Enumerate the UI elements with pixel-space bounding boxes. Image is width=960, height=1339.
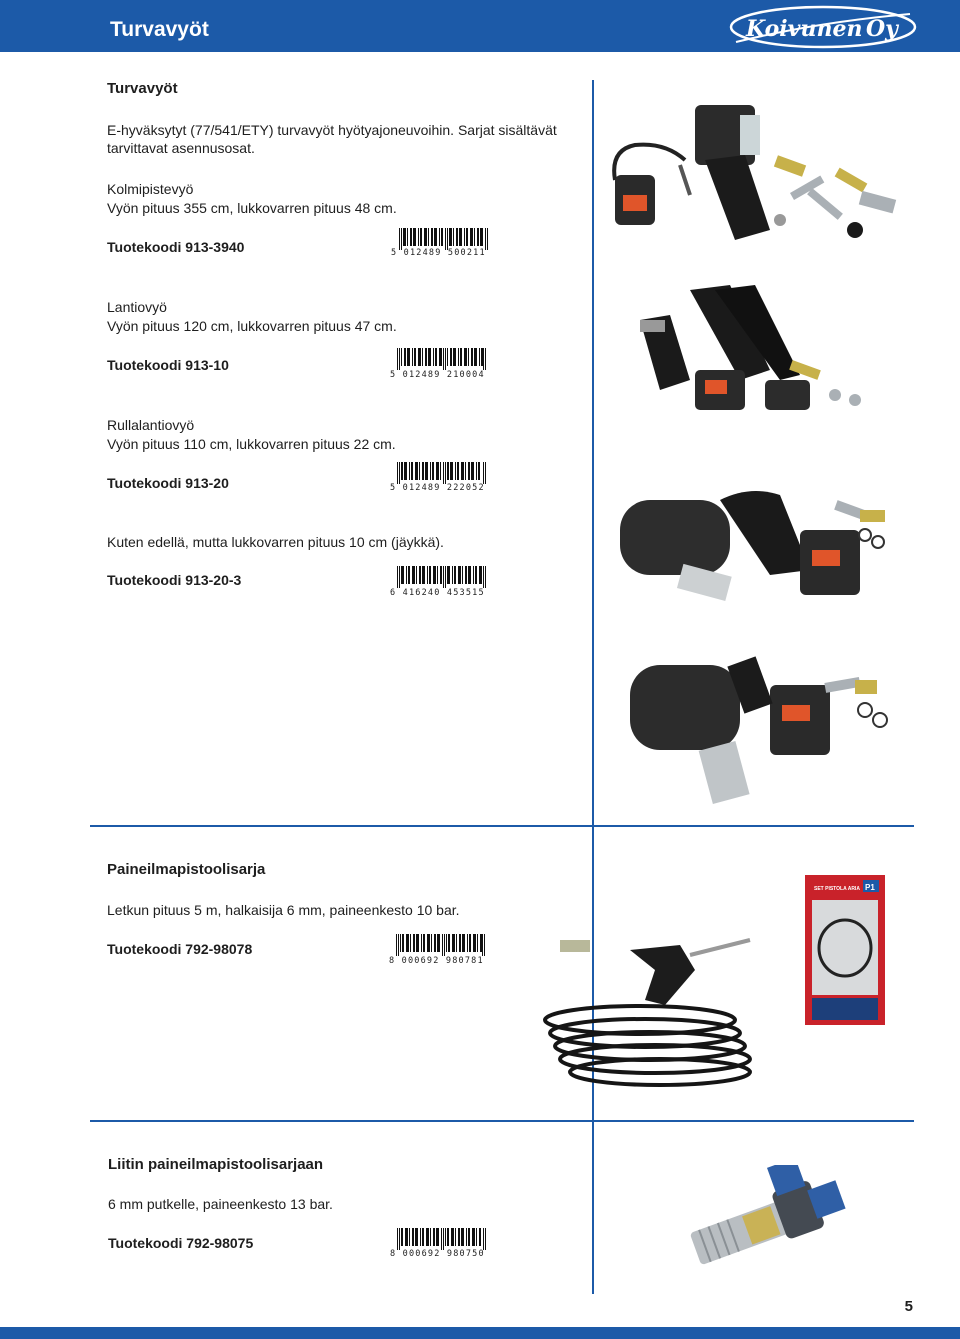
ean-left-digits: 012489	[403, 248, 442, 258]
barcode	[399, 228, 489, 250]
footer-bar	[0, 1327, 960, 1339]
ean-first-digit: 8	[389, 956, 396, 966]
connector-photo	[685, 1165, 855, 1270]
product-desc: Vyön pituus 110 cm, lukkovarren pituus 22 cm.	[107, 436, 396, 452]
ean-first-digit: 6	[390, 588, 397, 598]
product-code: Tuotekoodi 913-20-3	[107, 572, 242, 588]
product-desc: Vyön pituus 355 cm, lukkovarren pituus 48 cm.	[107, 200, 397, 216]
ean-left-digits: 012489	[402, 483, 441, 493]
product-desc: Kuten edellä, mutta lukkovarren pituus 10 cm (jäykkä).	[107, 534, 444, 550]
barcode-digits	[391, 248, 486, 258]
barcode-digits	[390, 370, 485, 380]
header-bar	[0, 0, 960, 52]
ean-left-digits: 000692	[402, 1249, 441, 1259]
ean-first-digit: 5	[390, 483, 397, 493]
ean-first-digit: 5	[391, 248, 398, 258]
ean-left-digits: 416240	[402, 588, 441, 598]
ean-right-digits: 980750	[446, 1249, 485, 1259]
product-name: Kolmipistevyö	[107, 181, 194, 197]
barcode-digits	[389, 956, 484, 966]
airgun-desc: Letkun pituus 5 m, halkaisija 6 mm, paineenkesto 10 bar.	[107, 902, 460, 918]
barcode-digits	[390, 483, 485, 493]
ean-right-digits: 980781	[445, 956, 484, 966]
ean-right-digits: 210004	[446, 370, 485, 380]
svg-text:Koivunen: Koivunen	[746, 16, 863, 42]
intro-text-line2: tarvittavat asennusosat.	[107, 140, 255, 156]
product-code: Tuotekoodi 913-3940	[107, 239, 245, 255]
product-name: Rullalantiovyö	[107, 417, 195, 433]
retractable-belt-photo	[620, 480, 890, 610]
ean-right-digits: 500211	[447, 248, 486, 258]
air-gun-kit-photo	[530, 870, 890, 1100]
ean-first-digit: 5	[390, 370, 397, 380]
ean-right-digits: 453515	[446, 588, 485, 598]
product-code: Tuotekoodi 913-20	[107, 475, 229, 491]
ean-left-digits: 000692	[401, 956, 440, 966]
barcode-digits	[390, 1249, 485, 1259]
page-number: 5	[904, 1298, 913, 1315]
intro-text-line1: E-hyväksytyt (77/541/ETY) turvavyöt hyötyajoneuvoihin. Sarjat sisältävät	[107, 122, 557, 138]
section-divider-1	[90, 825, 914, 827]
section-title-connector: Liitin paineilmapistoolisarjaan	[108, 1156, 324, 1173]
connector-code: Tuotekoodi 792-98075	[108, 1235, 254, 1251]
product-code: Tuotekoodi 913-10	[107, 357, 229, 373]
lap-belt-photo	[630, 280, 880, 430]
koivunen-logo	[728, 2, 918, 50]
connector-desc: 6 mm putkelle, paineenkesto 13 bar.	[108, 1196, 333, 1212]
package-badge: P1	[865, 883, 875, 892]
retractable-belt-rigid-photo	[630, 655, 890, 805]
package-label: SET PISTOLA ARIA	[814, 886, 860, 892]
section-divider-2	[90, 1120, 914, 1122]
section-title-airgun: Paineilmapistoolisarja	[107, 861, 266, 878]
barcode-digits	[390, 588, 485, 598]
product-desc: Vyön pituus 120 cm, lukkovarren pituus 47 cm.	[107, 318, 397, 334]
barcode	[397, 462, 487, 484]
ean-first-digit: 8	[390, 1249, 397, 1259]
airgun-code: Tuotekoodi 792-98078	[107, 941, 253, 957]
ean-left-digits: 012489	[402, 370, 441, 380]
barcode	[397, 1228, 487, 1250]
three-point-belt-photo	[605, 100, 905, 245]
barcode	[397, 348, 487, 370]
svg-text:Oy: Oy	[866, 16, 898, 42]
ean-right-digits: 222052	[446, 483, 485, 493]
barcode	[397, 566, 487, 588]
column-divider-top	[592, 80, 594, 825]
barcode	[396, 934, 486, 956]
section-title-seatbelts: Turvavyöt	[107, 80, 178, 97]
page-title: Turvavyöt	[110, 18, 209, 41]
column-divider-bottom	[592, 1122, 594, 1294]
product-name: Lantiovyö	[107, 299, 167, 315]
